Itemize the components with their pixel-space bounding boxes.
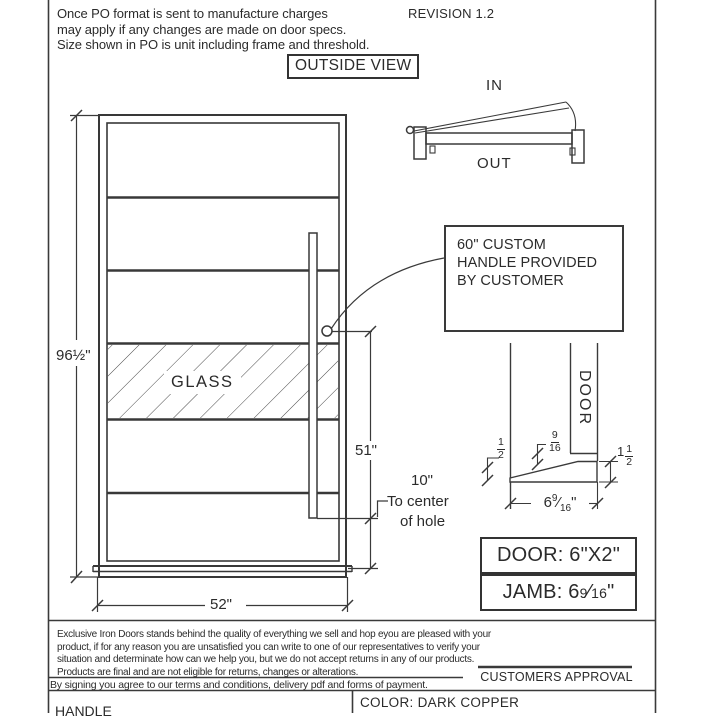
handle-bar xyxy=(309,233,317,518)
swing-in-label: IN xyxy=(486,77,503,94)
hole-height-dim: 51" xyxy=(352,442,380,459)
handle-bottom-dim: 10" xyxy=(411,472,434,489)
detail-gap-fraction: 9 16 xyxy=(549,429,561,454)
po-note-line: Size shown in PO is unit including frame and threshold. xyxy=(57,37,370,52)
handle-callout-line: 60" CUSTOM xyxy=(457,237,546,253)
handle-hole xyxy=(322,326,332,336)
handle-leader-curve xyxy=(331,258,444,329)
detail-right-dim: 1 1 2 xyxy=(617,443,633,468)
handle-callout-line: HANDLE PROVIDED xyxy=(457,255,598,271)
hole-note-line1: To center xyxy=(387,493,449,510)
jamb-detail-lines xyxy=(482,343,618,509)
handle-row-label: HANDLE xyxy=(55,703,112,719)
glass-label: GLASS xyxy=(164,371,241,394)
detail-left-fraction: 1 2 xyxy=(498,436,504,461)
po-note-line: may apply if any changes are made on door specs. xyxy=(57,21,347,37)
handle-callout-line: BY CUSTOMER xyxy=(457,273,564,289)
detail-door-label: DOOR xyxy=(576,370,593,426)
disclaimer-line: product, if for any reason you are unsatisfied you can write to one of our representatives to verify your xyxy=(57,641,480,653)
swing-out-label: OUT xyxy=(477,155,512,172)
revision-label: REVISION 1.2 xyxy=(408,6,495,21)
disclaimer-line: Products are final and are not eligible for returns, changes or alterations. xyxy=(57,666,359,678)
color-spec-label: COLOR: DARK COPPER xyxy=(360,695,520,710)
handle-callout-box xyxy=(444,225,624,332)
disclaimer xyxy=(57,629,491,679)
disclaimer-line: situation and determinate how can we help you, but we do not accept returns in any of our products. xyxy=(57,654,475,666)
disclaimer-line: Exclusive Iron Doors stands behind the quality of everything we sell and hop eyou are pleased with your xyxy=(57,629,491,640)
hole-note-line2: of hole xyxy=(400,513,446,530)
outside-view-badge: OUTSIDE VIEW xyxy=(287,54,419,79)
po-note xyxy=(57,6,369,53)
signing-note: By signing you agree to our terms and conditions, delivery pdf and forms of payment. xyxy=(50,679,428,691)
door-spec-box: DOOR: 6"X2" xyxy=(480,537,637,574)
po-note-line: Once PO format is sent to manufacture charges xyxy=(57,6,328,21)
door-height-dim: 96½" xyxy=(56,347,91,364)
jamb-spec-box: JAMB: 6 9 ⁄ 16 " xyxy=(480,574,637,611)
door-width-dim: 52" xyxy=(205,596,237,613)
detail-width-dim: $6^9⁄_{16}$" xyxy=(531,493,589,514)
swing-diagram xyxy=(407,102,585,163)
customers-approval-label: CUSTOMERS APPROVAL xyxy=(480,670,633,684)
